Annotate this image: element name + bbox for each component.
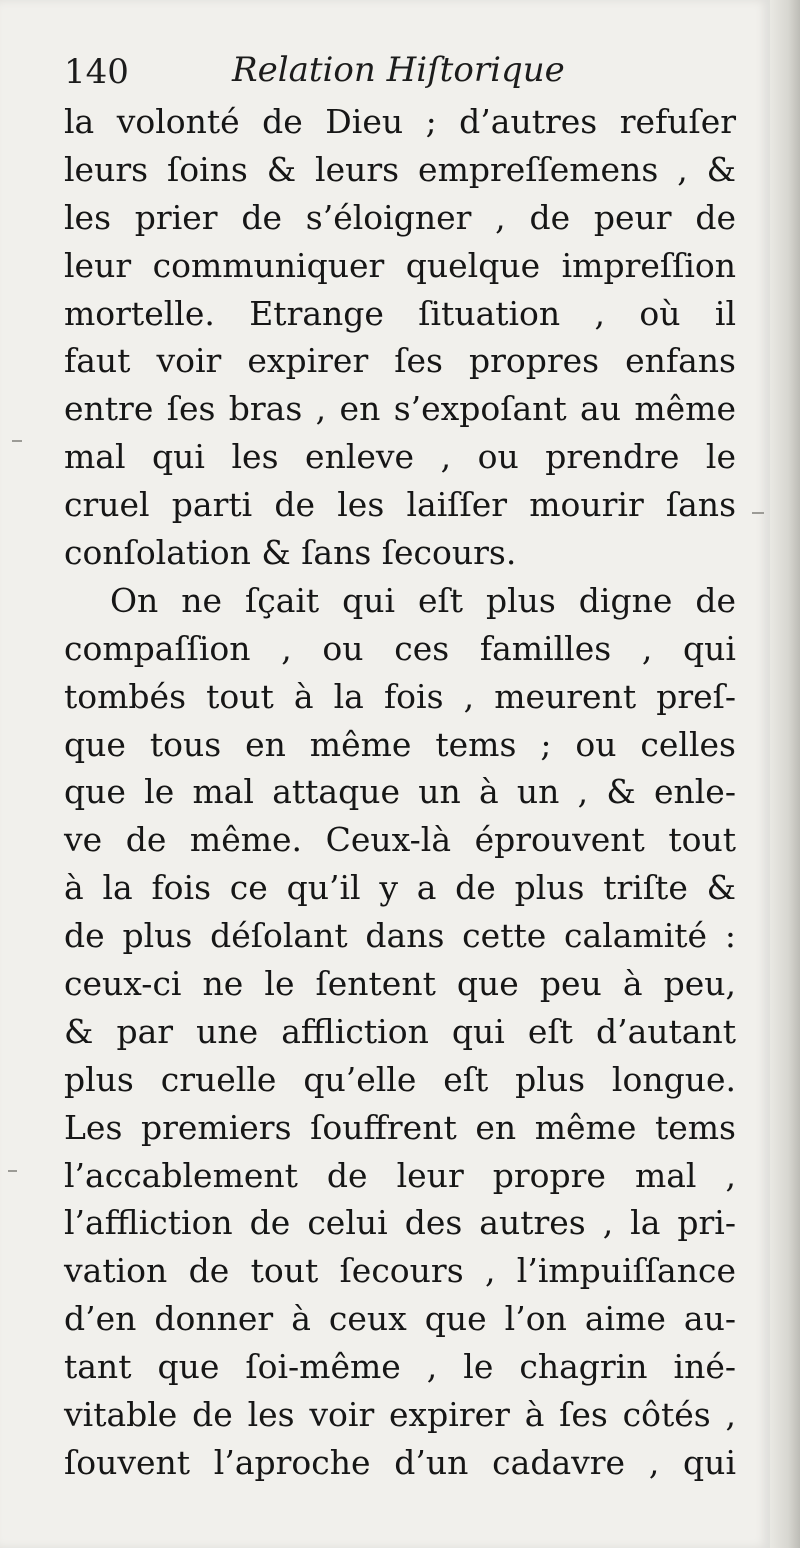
text-line: d’en donner à ceux que l’on aime au-	[64, 1299, 736, 1339]
text-line: l’accablement de leur propre mal ,	[64, 1155, 736, 1195]
text-line: & par une affliction qui eſt d’autant	[64, 1011, 736, 1051]
text-line: l’affliction de celui des autres , la pri-	[64, 1203, 736, 1243]
text-line: de plus déſolant dans cette calamité :	[64, 916, 736, 956]
text-line: Les premiers ſouffrent en même tems	[64, 1107, 736, 1147]
text-line: à la fois ce qu’il y a de plus triſte &	[64, 868, 736, 908]
text-line: ſouvent l’aproche d’un cadavre , qui	[64, 1442, 736, 1482]
text-line: vation de tout ſecours , l’impuiſſance	[64, 1251, 736, 1291]
text-line: faut voir expirer ſes propres enfans	[64, 341, 736, 381]
page-edge	[770, 0, 800, 1548]
text-line: leur communiquer quelque impreſſion	[64, 245, 736, 285]
body-text	[64, 98, 736, 1487]
text-line: que le mal attaque un à un , & enle-	[64, 772, 736, 812]
text-line: conſolation & ſans ſecours.	[64, 533, 517, 573]
text-line: entre ſes bras , en s’expoſant au même	[64, 389, 736, 429]
text-line: compaſſion , ou ces familles , qui	[64, 628, 736, 668]
text-line: mal qui les enleve , ou prendre le	[64, 437, 736, 477]
text-line: On ne ſçait qui eſt plus digne de	[110, 580, 736, 620]
text-line: tant que ſoi-même , le chagrin iné-	[64, 1347, 736, 1387]
text-line: plus cruelle qu’elle eſt plus longue.	[64, 1059, 736, 1099]
paper-speck	[8, 1170, 17, 1172]
text-line: la volonté de Dieu ; d’autres refuſer	[64, 102, 736, 141]
paper-speck	[12, 440, 22, 442]
text-line: tombés tout à la fois , meurent preſ-	[64, 676, 736, 716]
paper-speck	[752, 512, 764, 514]
text-line: que tous en même tems ; ou celles	[64, 724, 736, 764]
text-line: cruel parti de les laiſſer mourir ſans	[64, 485, 736, 525]
page-number: 140	[64, 52, 129, 92]
running-title: Relation Hiſtorique	[232, 50, 565, 90]
text-line: les prier de s’éloigner , de peur de	[64, 197, 736, 237]
text-line: ceux-ci ne le ſentent que peu à peu,	[64, 964, 736, 1004]
text-line: leurs ſoins & leurs empreſſemens , &	[64, 149, 736, 189]
text-line: vitable de les voir expirer à ſes côtés ,	[64, 1395, 736, 1435]
text-line: mortelle. Etrange ſituation , où il	[64, 293, 736, 333]
running-head	[64, 48, 724, 96]
text-line: ve de même. Ceux-là éprouvent tout	[64, 820, 736, 860]
